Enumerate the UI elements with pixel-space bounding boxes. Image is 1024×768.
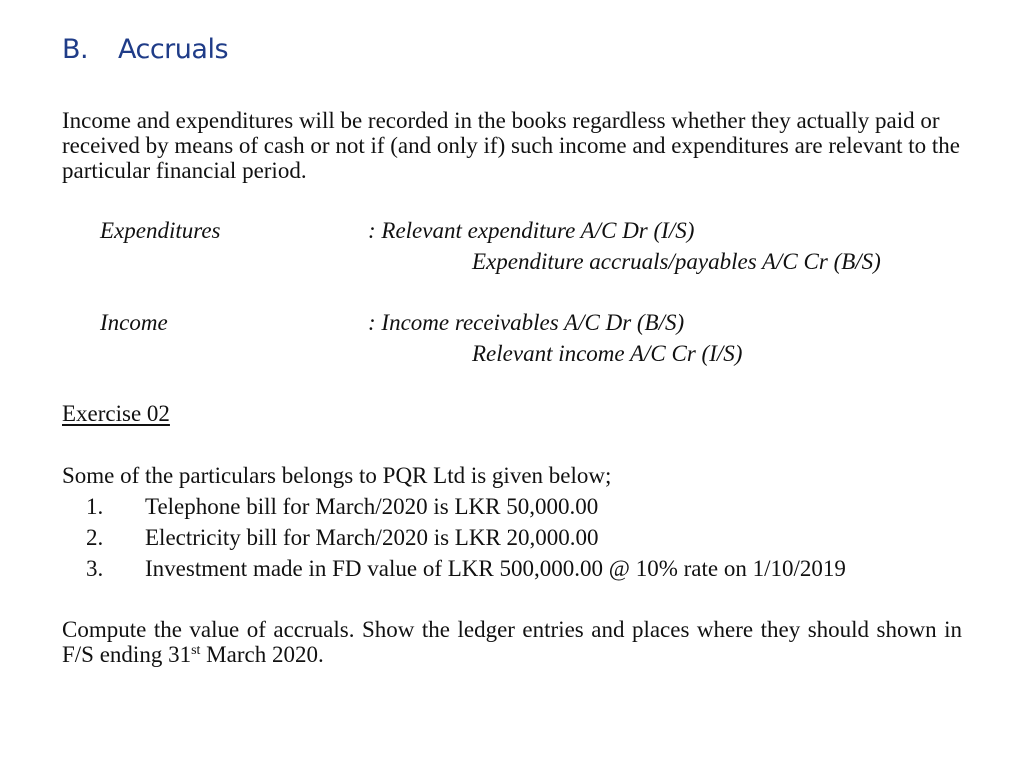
list-item-number: 1.: [86, 494, 104, 519]
list-item-text: Investment made in FD value of LKR 500,000.00 @ 10% rate on 1/10/2019: [145, 556, 846, 581]
section-title: Accruals: [118, 34, 229, 65]
exercise-lead: Some of the particulars belongs to PQR Ltd is given below;: [62, 463, 612, 488]
exercise-question: [62, 617, 962, 667]
expenditures-label: Expenditures: [100, 218, 221, 243]
ordinal-suffix: st: [191, 643, 201, 658]
income-debit-entry: : Income receivables A/C Dr (B/S): [368, 310, 685, 335]
exercise-heading: Exercise 02: [62, 401, 170, 426]
section-number: B.: [62, 34, 89, 65]
list-item-text: Telephone bill for March/2020 is LKR 50,000.00: [145, 494, 599, 519]
question-date: March 2020.: [200, 642, 324, 667]
slide-title: [62, 34, 228, 65]
expenditures-debit-entry: : Relevant expenditure A/C Dr (I/S): [368, 218, 695, 243]
income-credit-entry: Relevant income A/C Cr (I/S): [472, 341, 743, 366]
income-label: Income: [100, 310, 168, 335]
question-text: Compute the value of accruals. Show the ledger entries and places where they should shown in F/S ending 31: [62, 617, 962, 667]
intro-paragraph: Income and expenditures will be recorded in the books regardless whether they actually paid or received by means of cash or not if (and only if) such income and expenditures are relevant to the particular financial period.: [62, 108, 960, 183]
list-item-number: 2.: [86, 525, 104, 550]
expenditures-credit-entry: Expenditure accruals/payables A/C Cr (B/S): [472, 249, 881, 274]
list-item-number: 3.: [86, 556, 104, 581]
list-item-text: Electricity bill for March/2020 is LKR 20,000.00: [145, 525, 599, 550]
